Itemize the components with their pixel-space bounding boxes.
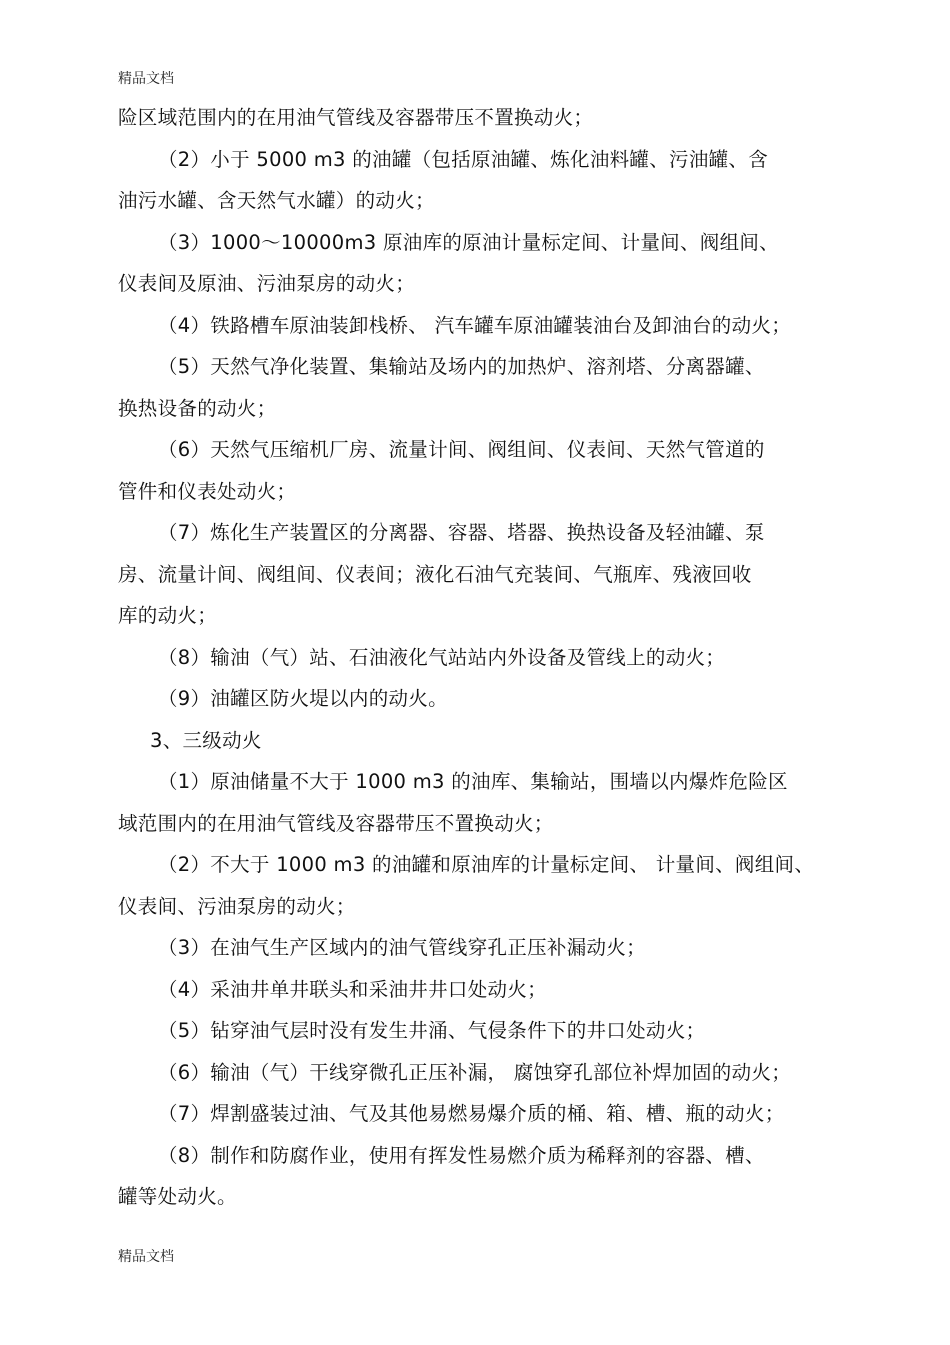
paragraph-line: 房、流量计间、阀组间、仪表间；液化石油气充装间、气瓶库、残液回收	[118, 562, 752, 586]
list-item-line: （2）小于 5000 m3 的油罐（包括原油罐、炼化油料罐、污油罐、含	[158, 147, 769, 171]
paragraph-line: 油污水罐、含天然气水罐）的动火；	[118, 189, 435, 212]
list-item-line: （3）在油气生产区域内的油气管线穿孔正压补漏动火；	[158, 936, 646, 959]
paragraph-line: 域范围内的在用油气管线及容器带压不置换动火；	[118, 811, 554, 835]
list-item-line: （8）制作和防腐作业，使用有挥发性易燃介质为稀释剂的容器、槽、	[158, 1143, 765, 1167]
list-item-line: （6）天然气压缩机厂房、流量计间、阀组间、仪表间、天然气管道的	[158, 438, 765, 461]
list-item-line: （4）采油井单井联头和采油井井口处动火；	[158, 977, 547, 1001]
list-item-line: （3）1000～10000m3 原油库的原油计量标定间、计量间、阀组间、	[158, 230, 779, 254]
paragraph-line: 管件和仪表处动火；	[118, 479, 297, 503]
document-body	[118, 97, 838, 1218]
list-item-line: （2）不大于 1000 m3 的油罐和原油库的计量标定间、 计量间、阀组间、	[158, 853, 815, 876]
paragraph-line: 仪表间、污油泵房的动火；	[118, 894, 356, 918]
page-header-label: 精品文档	[118, 71, 174, 87]
paragraph-line: 罐等处动火。	[118, 1185, 237, 1208]
list-item-line: （7）焊割盛装过油、气及其他易燃易爆介质的桶、箱、槽、瓶的动火；	[158, 1102, 785, 1125]
list-item-line: （9）油罐区防火堤以内的动火。	[158, 687, 448, 710]
list-item-line: （6）输油（气）干线穿微孔正压补漏， 腐蚀穿孔部位补焊加固的动火；	[158, 1060, 792, 1084]
paragraph-line: 险区域范围内的在用油气管线及容器带压不置换动火；	[118, 106, 594, 129]
page-footer-label: 精品文档	[118, 1249, 174, 1265]
list-item-line: （1）原油储量不大于 1000 m3 的油库、集输站，围墙以内爆炸危险区	[158, 770, 788, 793]
list-item-line: （5）天然气净化装置、集输站及场内的加热炉、溶剂塔、分离器罐、	[158, 355, 765, 378]
paragraph-line: 库的动火；	[118, 604, 218, 627]
list-item-line: （7）炼化生产装置区的分离器、容器、塔器、换热设备及轻油罐、泵	[158, 521, 765, 544]
list-item-line: （4）铁路槽车原油装卸栈桥、 汽车罐车原油罐装油台及卸油台的动火；	[158, 313, 792, 337]
list-item-line: （5）钻穿油气层时没有发生井涌、气侵条件下的井口处动火；	[158, 1019, 706, 1042]
paragraph-line: 换热设备的动火；	[118, 396, 277, 420]
list-item-line: （8）输油（气）站、石油液化气站站内外设备及管线上的动火；	[158, 645, 726, 669]
paragraph-line: 仪表间及原油、污油泵房的动火；	[118, 272, 416, 295]
section-heading: 3、三级动火	[150, 728, 262, 752]
